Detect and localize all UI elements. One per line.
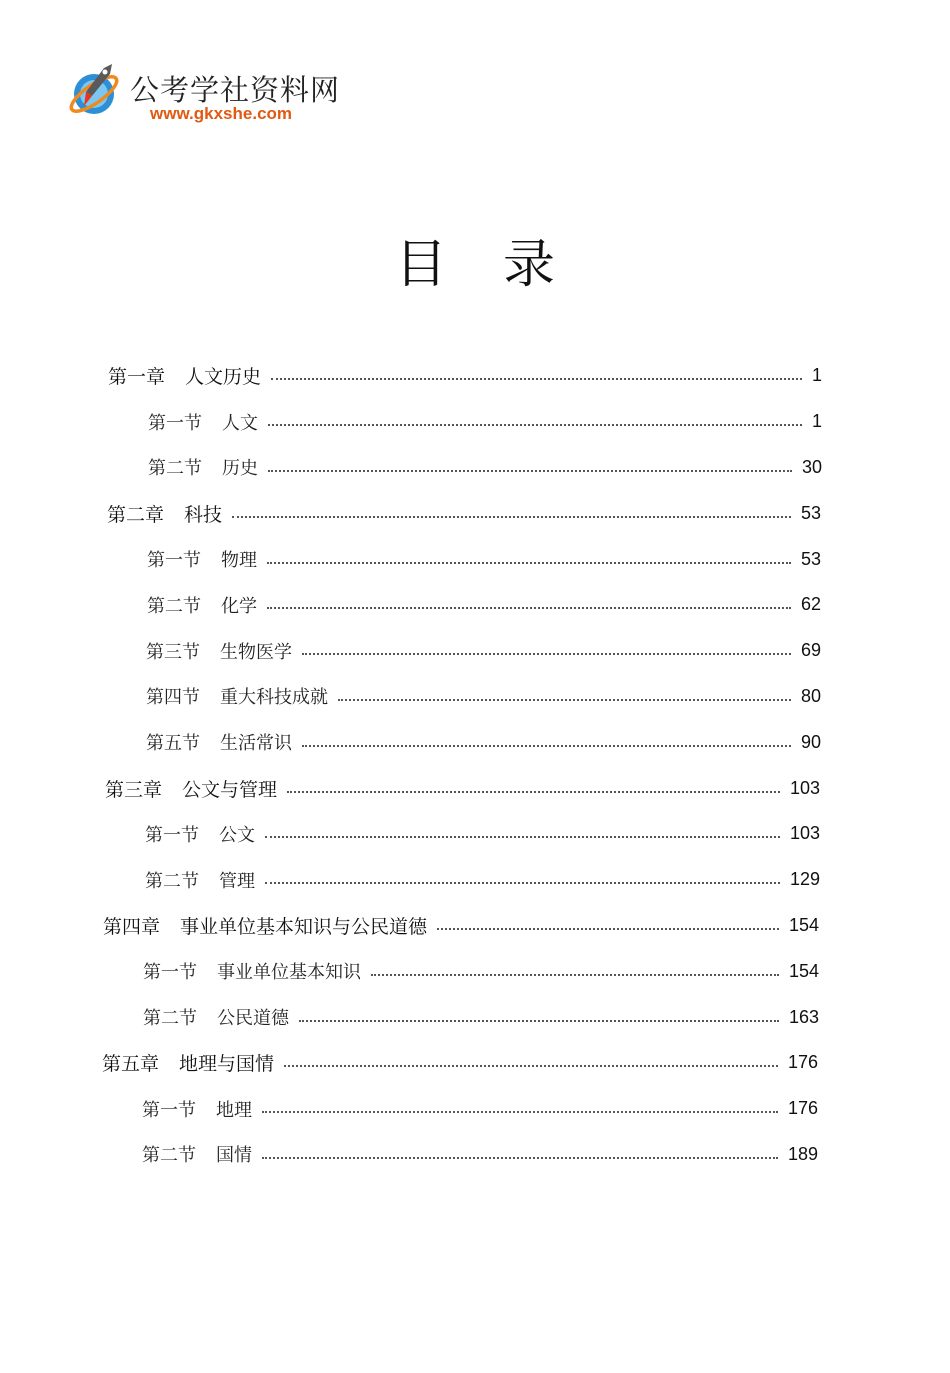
dot-leader <box>437 927 779 930</box>
dot-leader <box>371 973 779 976</box>
toc-entry-number: 第二节 <box>147 595 201 617</box>
toc-entry-number: 第二节 <box>145 870 199 892</box>
dot-leader <box>299 1019 779 1022</box>
toc-entry-page: 189 <box>787 1143 818 1164</box>
toc-entry <box>0 445 822 491</box>
toc-entry <box>0 628 821 674</box>
toc-entry-number: 第一节 <box>147 550 201 572</box>
toc-entry-title: 地理与国情 <box>179 1053 275 1076</box>
toc-entry-title: 科技 <box>184 503 223 526</box>
toc-entry-page: 163 <box>788 1006 819 1027</box>
toc-entry-title: 物理 <box>221 550 257 572</box>
toc-entry-title: 公文 <box>219 824 255 846</box>
dot-leader <box>267 606 791 609</box>
toc-entry-page: 129 <box>789 869 820 890</box>
toc-entry-page: 1 <box>811 411 822 432</box>
toc-entry-title: 人文 <box>222 412 258 434</box>
toc-entry <box>0 765 820 811</box>
toc-entry-page: 103 <box>789 823 820 844</box>
toc-entry <box>0 994 819 1040</box>
toc-entry-number: 第五节 <box>146 733 200 755</box>
toc-entry-number: 第三节 <box>146 641 200 663</box>
dot-leader <box>262 1110 778 1113</box>
toc-entry <box>0 903 819 949</box>
toc-entry <box>0 857 820 903</box>
toc-entry-title: 事业单位基本知识 <box>217 962 361 984</box>
toc-entry-title: 生物医学 <box>220 641 292 663</box>
toc-entry-page: 53 <box>800 502 821 523</box>
dot-leader <box>265 881 780 884</box>
toc-entry-page: 53 <box>800 548 821 569</box>
dot-leader <box>302 652 791 655</box>
dot-leader <box>271 377 802 380</box>
toc-entry-number: 第一节 <box>145 824 199 846</box>
toc-entry-page: 176 <box>787 1098 818 1119</box>
toc-entry-title: 公文与管理 <box>182 778 278 801</box>
toc-entry-page: 1 <box>811 365 822 386</box>
toc-entry <box>0 1086 818 1132</box>
toc-entry <box>0 490 821 536</box>
toc-entry-title: 重大科技成就 <box>220 687 328 709</box>
dot-leader <box>302 744 791 747</box>
toc-entry-number: 第二节 <box>148 458 202 480</box>
toc-entry-number: 第一章 <box>108 366 166 389</box>
page-title: 目录 <box>394 235 611 295</box>
toc-entry-number: 第二节 <box>142 1145 196 1167</box>
toc-entry-number: 第五章 <box>102 1053 160 1076</box>
toc-entry-title: 化学 <box>221 595 257 617</box>
dot-leader <box>265 835 780 838</box>
toc-entry <box>0 1040 818 1086</box>
toc-entry-title: 公民道德 <box>217 1008 289 1030</box>
toc-entry <box>0 1132 818 1178</box>
table-of-contents <box>0 353 950 1177</box>
toc-entry <box>0 719 821 765</box>
toc-entry <box>0 811 820 857</box>
toc-entry-page: 154 <box>788 960 819 981</box>
toc-entry <box>0 582 821 628</box>
dot-leader <box>268 469 792 472</box>
toc-entry-page: 176 <box>787 1052 818 1073</box>
toc-entry-title: 人文历史 <box>185 366 262 389</box>
site-name: 公考学社资料网 <box>130 73 341 107</box>
toc-entry-page: 103 <box>789 777 820 798</box>
toc-entry-page: 80 <box>800 685 821 706</box>
dot-leader <box>267 561 791 564</box>
dot-leader <box>338 698 791 701</box>
toc-entry-page: 154 <box>788 914 819 935</box>
toc-entry <box>0 674 821 720</box>
toc-entry-title: 地理 <box>216 1099 252 1121</box>
dot-leader <box>268 423 802 426</box>
toc-entry <box>0 353 822 399</box>
toc-entry-number: 第一节 <box>148 412 202 434</box>
toc-entry-number: 第一节 <box>143 962 197 984</box>
dot-leader <box>284 1064 778 1067</box>
rocket-globe-icon <box>66 62 126 122</box>
toc-entry <box>0 399 822 445</box>
toc-entry-number: 第一节 <box>142 1099 196 1121</box>
toc-entry-page: 30 <box>801 456 822 477</box>
toc-entry-number: 第四章 <box>103 915 161 938</box>
toc-entry-page: 90 <box>800 731 821 752</box>
toc-entry <box>0 948 819 994</box>
dot-leader <box>262 1156 778 1159</box>
site-url: www.gkxshe.com <box>150 104 293 123</box>
dot-leader <box>287 790 780 793</box>
toc-entry-title: 国情 <box>216 1145 252 1167</box>
toc-entry-page: 69 <box>800 640 821 661</box>
toc-entry-title: 管理 <box>219 870 255 892</box>
toc-entry-number: 第四节 <box>146 687 200 709</box>
toc-entry-title: 事业单位基本知识与公民道德 <box>180 915 428 938</box>
toc-entry <box>0 536 821 582</box>
toc-entry-page: 62 <box>800 594 821 615</box>
dot-leader <box>232 515 791 518</box>
site-logo <box>66 60 346 130</box>
toc-entry-number: 第二章 <box>107 503 165 526</box>
toc-entry-title: 生活常识 <box>220 733 292 755</box>
toc-entry-title: 历史 <box>222 458 258 480</box>
toc-entry-number: 第二节 <box>143 1008 197 1030</box>
toc-entry-number: 第三章 <box>105 778 163 801</box>
